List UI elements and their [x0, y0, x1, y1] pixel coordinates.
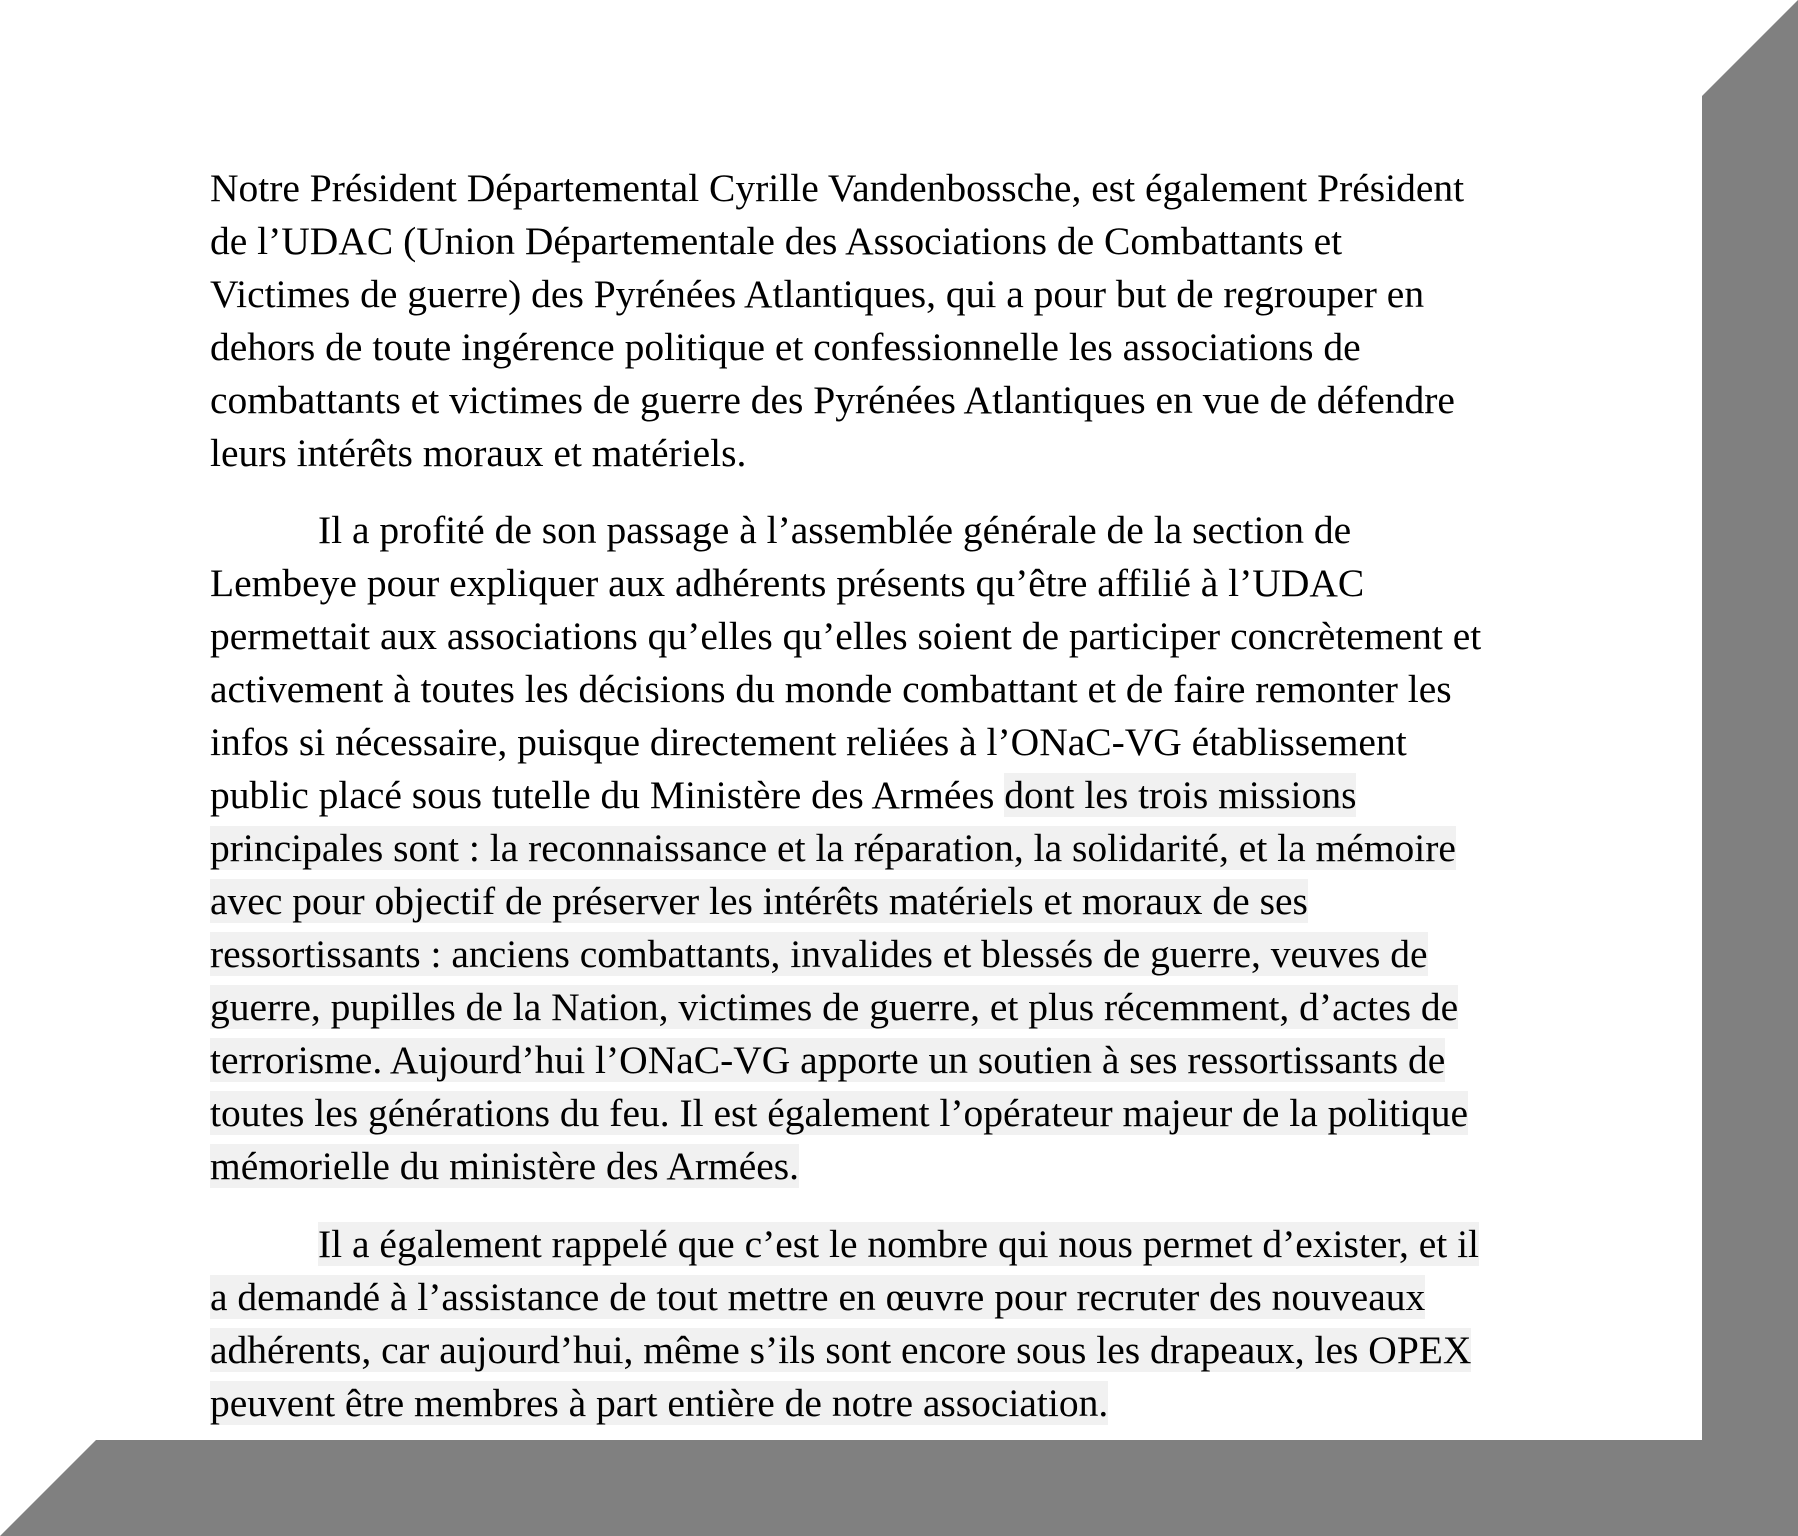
text-line [210, 376, 1455, 424]
text-line [210, 771, 1356, 819]
highlighted-text: Il a également rappelé que c’est le nombre qui nous permet d’exister, et il [318, 1222, 1480, 1266]
text-line [210, 270, 1424, 318]
highlighted-text: toutes les générations du feu. Il est également l’opérateur majeur de la politique [210, 1091, 1469, 1135]
highlighted-text: principales sont : la reconnaissance et la réparation, la solidarité, et la mémoire [210, 826, 1456, 870]
text-line [210, 323, 1361, 371]
bottom-shadow-edge [0, 1440, 1798, 1536]
text-line [210, 1089, 1468, 1137]
text-line [318, 506, 1351, 554]
highlighted-text: a demandé à l’assistance de tout mettre en œuvre pour recruter des nouveaux [210, 1275, 1426, 1319]
text-line [210, 877, 1308, 925]
text-line [210, 930, 1428, 978]
text-line [210, 1273, 1425, 1321]
text-segment: de l’UDAC (Union Départementale des Associations de Combattants et [210, 219, 1343, 263]
highlighted-text: adhérents, car aujourd’hui, même s’ils sont encore sous les drapeaux, les OPEX [210, 1328, 1472, 1372]
highlighted-text: avec pour objectif de préserver les intérêts matériels et moraux de ses [210, 879, 1308, 923]
highlighted-text: peuvent être membres à part entière de notre association. [210, 1381, 1109, 1425]
highlighted-text: guerre, pupilles de la Nation, victimes de guerre, et plus récemment, d’actes de [210, 985, 1459, 1029]
text-line [210, 429, 746, 477]
text-line [210, 559, 1364, 607]
text-line [210, 1142, 799, 1190]
text-line [210, 1326, 1471, 1374]
text-segment: infos si nécessaire, puisque directement reliées à l’ONaC-VG établissement [210, 720, 1407, 764]
text-line [210, 1036, 1445, 1084]
text-segment: Il a profité de son passage à l’assemblée générale de la section de [318, 508, 1352, 552]
text-segment: activement à toutes les décisions du monde combattant et de faire remonter les [210, 667, 1452, 711]
text-segment: Notre Président Départemental Cyrille Vandenbossche, est également Président [210, 166, 1465, 210]
text-segment: dehors de toute ingérence politique et confessionnelle les associations de [210, 325, 1361, 369]
highlighted-text: ressortissants : anciens combattants, invalides et blessés de guerre, veuves de [210, 932, 1428, 976]
highlighted-text: dont les trois missions [1004, 773, 1357, 817]
text-segment: Victimes de guerre) des Pyrénées Atlantiques, qui a pour but de regrouper en [210, 272, 1425, 316]
text-line [210, 217, 1342, 265]
text-line [210, 164, 1464, 212]
text-segment: Lembeye pour expliquer aux adhérents présents qu’être affilié à l’UDAC [210, 561, 1365, 605]
text-line [318, 1220, 1479, 1268]
text-line [210, 824, 1456, 872]
text-line [210, 665, 1452, 713]
text-line [210, 983, 1458, 1031]
text-line [210, 612, 1481, 660]
text-segment: public placé sous tutelle du Ministère des Armées [210, 773, 1005, 817]
text-line [210, 718, 1407, 766]
highlighted-text: mémorielle du ministère des Armées. [210, 1144, 800, 1188]
text-segment: leurs intérêts moraux et matériels. [210, 431, 747, 475]
text-segment: combattants et victimes de guerre des Pyrénées Atlantiques en vue de défendre [210, 378, 1455, 422]
text-line [210, 1379, 1108, 1427]
text-segment: permettait aux associations qu’elles qu’elles soient de participer concrètement et [210, 614, 1482, 658]
right-shadow-edge [1702, 0, 1798, 1536]
highlighted-text: terrorisme. Aujourd’hui l’ONaC-VG apporte un soutien à ses ressortissants de [210, 1038, 1446, 1082]
